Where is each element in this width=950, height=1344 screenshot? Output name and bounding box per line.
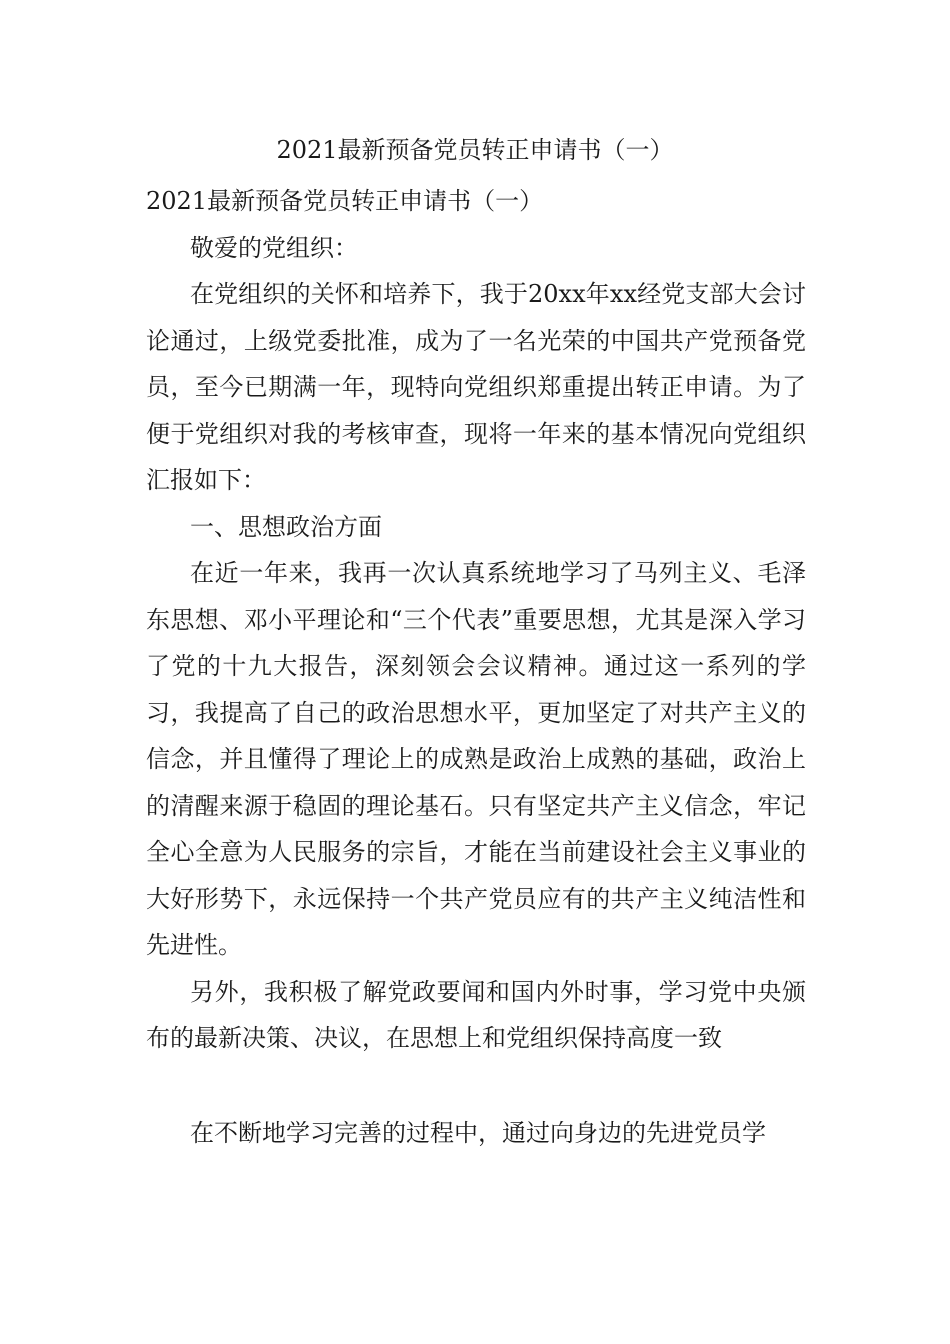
paragraph-ideology: 在近一年来，我再一次认真系统地学习了马列主义、毛泽东思想、邓小平理论和“三个代表”重要思想，尤其是深入学习了党的十九大报告，深刻领会会议精神。通过这一系列的学习，我提高了自己的政治思想水平，更加坚定了对共产主义的信念，并且懂得了理论上的成熟是政治上成熟的基础，政治上的清醒来源于稳固的理论基石。只有坚定共产主义信念，牢记全心全意为人民服务的宗旨，才能在当前建设社会主义事业的大好形势下，永远保持一个共产党员应有的共产主义纯洁性和先进性。 [146, 559, 806, 959]
paragraph-current-affairs: 另外，我积极了解党政要闻和国内外时事，学习党中央颁布的最新决策、决议，在思想上和党组织保持高度一致 [146, 977, 806, 1052]
document-title: 2021最新预备党员转正申请书（一） [276, 136, 674, 164]
section-heading: 一、思想政治方面 [190, 512, 382, 541]
paragraph-intro: 在党组织的关怀和培养下，我于20xx年xx经党支部大会讨论通过，上级党委批准，成为了一名光荣的中国共产党预备党员，至今已期满一年，现特向党组织郑重提出转正申请。为了便于党组织对我的考核审查，现将一年来的基本情况向党组织汇报如下： [146, 280, 806, 494]
paragraph-continued: 在不断地学习完善的过程中，通过向身边的先进党员学 [190, 1118, 766, 1147]
salutation: 敬爱的党组织： [190, 233, 358, 262]
document-subtitle: 2021最新预备党员转正申请书（一） [146, 187, 544, 215]
document-body [146, 178, 806, 1156]
